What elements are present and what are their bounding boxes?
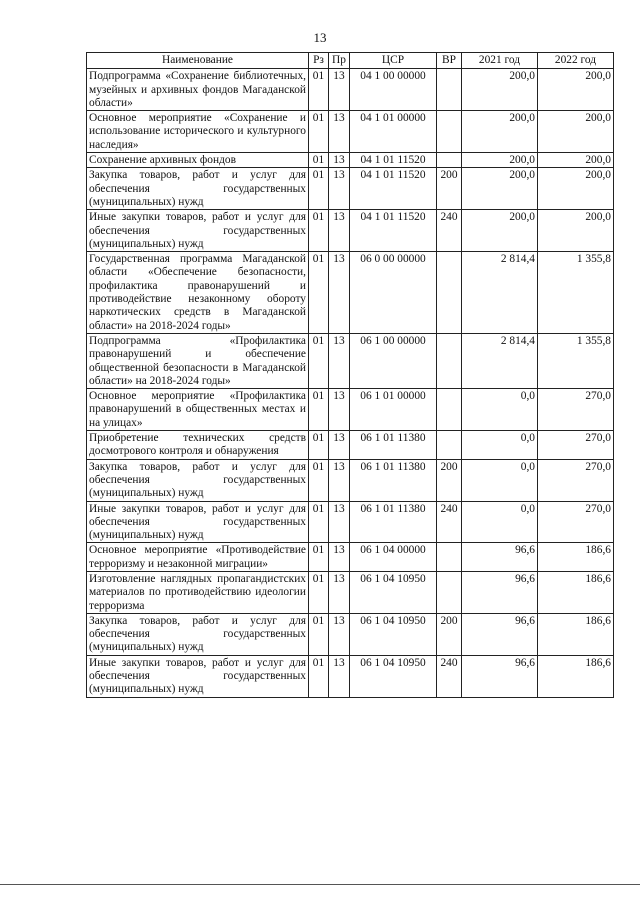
cell-csr: 06 1 04 10950 bbox=[350, 571, 437, 613]
header-csr: ЦСР bbox=[350, 53, 437, 69]
cell-rz: 01 bbox=[309, 459, 329, 501]
cell-csr: 06 1 00 00000 bbox=[350, 333, 437, 388]
table-row bbox=[87, 210, 614, 252]
cell-2021: 200,0 bbox=[462, 153, 538, 168]
table-row bbox=[87, 571, 614, 613]
cell-pr: 13 bbox=[329, 111, 350, 153]
cell-2021: 2 814,4 bbox=[462, 252, 538, 334]
table-row bbox=[87, 613, 614, 655]
cell-csr: 06 1 04 00000 bbox=[350, 543, 437, 572]
cell-name: Основное мероприятие «Противодействие терроризму и незаконной миграции» bbox=[87, 543, 309, 572]
table-row bbox=[87, 333, 614, 388]
cell-2021: 0,0 bbox=[462, 431, 538, 460]
cell-vr bbox=[437, 69, 462, 111]
cell-vr: 200 bbox=[437, 168, 462, 210]
cell-vr bbox=[437, 252, 462, 334]
header-vr: ВР bbox=[437, 53, 462, 69]
cell-csr: 06 1 01 11380 bbox=[350, 431, 437, 460]
cell-rz: 01 bbox=[309, 210, 329, 252]
cell-name: Сохранение архивных фондов bbox=[87, 153, 309, 168]
cell-2022: 186,6 bbox=[538, 571, 614, 613]
cell-vr: 240 bbox=[437, 655, 462, 697]
cell-vr bbox=[437, 111, 462, 153]
cell-2022: 186,6 bbox=[538, 543, 614, 572]
cell-pr: 13 bbox=[329, 153, 350, 168]
cell-2022: 270,0 bbox=[538, 389, 614, 431]
table-row bbox=[87, 111, 614, 153]
cell-rz: 01 bbox=[309, 153, 329, 168]
cell-name: Приобретение технических средств досмотрового контроля и обнаружения bbox=[87, 431, 309, 460]
cell-csr: 06 1 01 11380 bbox=[350, 459, 437, 501]
cell-pr: 13 bbox=[329, 613, 350, 655]
cell-csr: 04 1 01 11520 bbox=[350, 153, 437, 168]
cell-name: Основное мероприятие «Профилактика правонарушений в общественных местах и на улицах» bbox=[87, 389, 309, 431]
cell-name: Иные закупки товаров, работ и услуг для обеспечения государственных (муниципальных) нужд bbox=[87, 501, 309, 543]
cell-2022: 200,0 bbox=[538, 210, 614, 252]
cell-2021: 2 814,4 bbox=[462, 333, 538, 388]
table-row bbox=[87, 655, 614, 697]
cell-2021: 200,0 bbox=[462, 69, 538, 111]
table-header-row bbox=[87, 53, 614, 69]
cell-vr: 240 bbox=[437, 210, 462, 252]
cell-2022: 270,0 bbox=[538, 459, 614, 501]
cell-2022: 270,0 bbox=[538, 431, 614, 460]
table-row bbox=[87, 252, 614, 334]
cell-2022: 186,6 bbox=[538, 655, 614, 697]
header-name: Наименование bbox=[87, 53, 309, 69]
table-row bbox=[87, 69, 614, 111]
cell-name: Иные закупки товаров, работ и услуг для обеспечения государственных (муниципальных) нужд bbox=[87, 655, 309, 697]
cell-2021: 200,0 bbox=[462, 210, 538, 252]
header-2022: 2022 год bbox=[538, 53, 614, 69]
cell-vr: 240 bbox=[437, 501, 462, 543]
cell-name: Подпрограмма «Сохранение библиотечных, музейных и архивных фондов Магаданской области» bbox=[87, 69, 309, 111]
cell-name: Государственная программа Магаданской области «Обеспечение безопасности, профилактика правонарушений и противодействие незаконному обороту наркотических средств в Магаданской области» на 2018-2024 годы» bbox=[87, 252, 309, 334]
table-row bbox=[87, 501, 614, 543]
cell-2022: 200,0 bbox=[538, 111, 614, 153]
cell-2021: 0,0 bbox=[462, 389, 538, 431]
cell-name: Закупка товаров, работ и услуг для обеспечения государственных (муниципальных) нужд bbox=[87, 168, 309, 210]
cell-vr: 200 bbox=[437, 613, 462, 655]
bottom-rule bbox=[0, 884, 640, 885]
cell-2022: 200,0 bbox=[538, 168, 614, 210]
cell-vr bbox=[437, 571, 462, 613]
cell-pr: 13 bbox=[329, 431, 350, 460]
cell-vr bbox=[437, 543, 462, 572]
cell-2021: 96,6 bbox=[462, 613, 538, 655]
cell-pr: 13 bbox=[329, 655, 350, 697]
cell-rz: 01 bbox=[309, 111, 329, 153]
cell-2021: 0,0 bbox=[462, 501, 538, 543]
cell-2021: 96,6 bbox=[462, 543, 538, 572]
cell-pr: 13 bbox=[329, 501, 350, 543]
cell-2022: 270,0 bbox=[538, 501, 614, 543]
cell-pr: 13 bbox=[329, 168, 350, 210]
cell-pr: 13 bbox=[329, 69, 350, 111]
table-row bbox=[87, 543, 614, 572]
cell-2022: 1 355,8 bbox=[538, 333, 614, 388]
table-row bbox=[87, 153, 614, 168]
cell-csr: 06 0 00 00000 bbox=[350, 252, 437, 334]
cell-rz: 01 bbox=[309, 613, 329, 655]
cell-rz: 01 bbox=[309, 389, 329, 431]
cell-csr: 06 1 01 00000 bbox=[350, 389, 437, 431]
cell-csr: 06 1 04 10950 bbox=[350, 613, 437, 655]
cell-rz: 01 bbox=[309, 168, 329, 210]
cell-2022: 186,6 bbox=[538, 613, 614, 655]
cell-rz: 01 bbox=[309, 501, 329, 543]
cell-rz: 01 bbox=[309, 543, 329, 572]
cell-pr: 13 bbox=[329, 389, 350, 431]
table-row bbox=[87, 389, 614, 431]
cell-rz: 01 bbox=[309, 252, 329, 334]
cell-rz: 01 bbox=[309, 333, 329, 388]
cell-csr: 04 1 01 11520 bbox=[350, 168, 437, 210]
cell-csr: 04 1 00 00000 bbox=[350, 69, 437, 111]
cell-2022: 1 355,8 bbox=[538, 252, 614, 334]
table-row bbox=[87, 459, 614, 501]
cell-vr bbox=[437, 153, 462, 168]
cell-name: Подпрограмма «Профилактика правонарушений и обеспечение общественной безопасности в Магаданской области» на 2018-2024 годы» bbox=[87, 333, 309, 388]
cell-pr: 13 bbox=[329, 210, 350, 252]
cell-rz: 01 bbox=[309, 431, 329, 460]
cell-pr: 13 bbox=[329, 543, 350, 572]
cell-2022: 200,0 bbox=[538, 153, 614, 168]
cell-rz: 01 bbox=[309, 571, 329, 613]
cell-vr bbox=[437, 431, 462, 460]
table-row bbox=[87, 168, 614, 210]
page-number: 13 bbox=[313, 30, 327, 45]
cell-vr bbox=[437, 389, 462, 431]
cell-pr: 13 bbox=[329, 252, 350, 334]
cell-2021: 96,6 bbox=[462, 571, 538, 613]
cell-csr: 04 1 01 00000 bbox=[350, 111, 437, 153]
table-row bbox=[87, 431, 614, 460]
cell-pr: 13 bbox=[329, 459, 350, 501]
cell-2021: 0,0 bbox=[462, 459, 538, 501]
cell-rz: 01 bbox=[309, 655, 329, 697]
cell-2021: 96,6 bbox=[462, 655, 538, 697]
cell-pr: 13 bbox=[329, 571, 350, 613]
cell-2022: 200,0 bbox=[538, 69, 614, 111]
cell-name: Основное мероприятие «Сохранение и использование исторического и культурного наследия» bbox=[87, 111, 309, 153]
cell-2021: 200,0 bbox=[462, 168, 538, 210]
table-body bbox=[87, 69, 614, 697]
cell-csr: 04 1 01 11520 bbox=[350, 210, 437, 252]
cell-name: Изготовление наглядных пропагандистских материалов по противодействию идеологии терроризма bbox=[87, 571, 309, 613]
budget-table bbox=[86, 52, 614, 698]
cell-2021: 200,0 bbox=[462, 111, 538, 153]
cell-csr: 06 1 01 11380 bbox=[350, 501, 437, 543]
cell-csr: 06 1 04 10950 bbox=[350, 655, 437, 697]
header-pr: Пр bbox=[329, 53, 350, 69]
header-2021: 2021 год bbox=[462, 53, 538, 69]
cell-pr: 13 bbox=[329, 333, 350, 388]
cell-vr bbox=[437, 333, 462, 388]
cell-name: Иные закупки товаров, работ и услуг для обеспечения государственных (муниципальных) нужд bbox=[87, 210, 309, 252]
cell-name: Закупка товаров, работ и услуг для обеспечения государственных (муниципальных) нужд bbox=[87, 459, 309, 501]
cell-vr: 200 bbox=[437, 459, 462, 501]
cell-rz: 01 bbox=[309, 69, 329, 111]
header-rz: Рз bbox=[309, 53, 329, 69]
cell-name: Закупка товаров, работ и услуг для обеспечения государственных (муниципальных) нужд bbox=[87, 613, 309, 655]
